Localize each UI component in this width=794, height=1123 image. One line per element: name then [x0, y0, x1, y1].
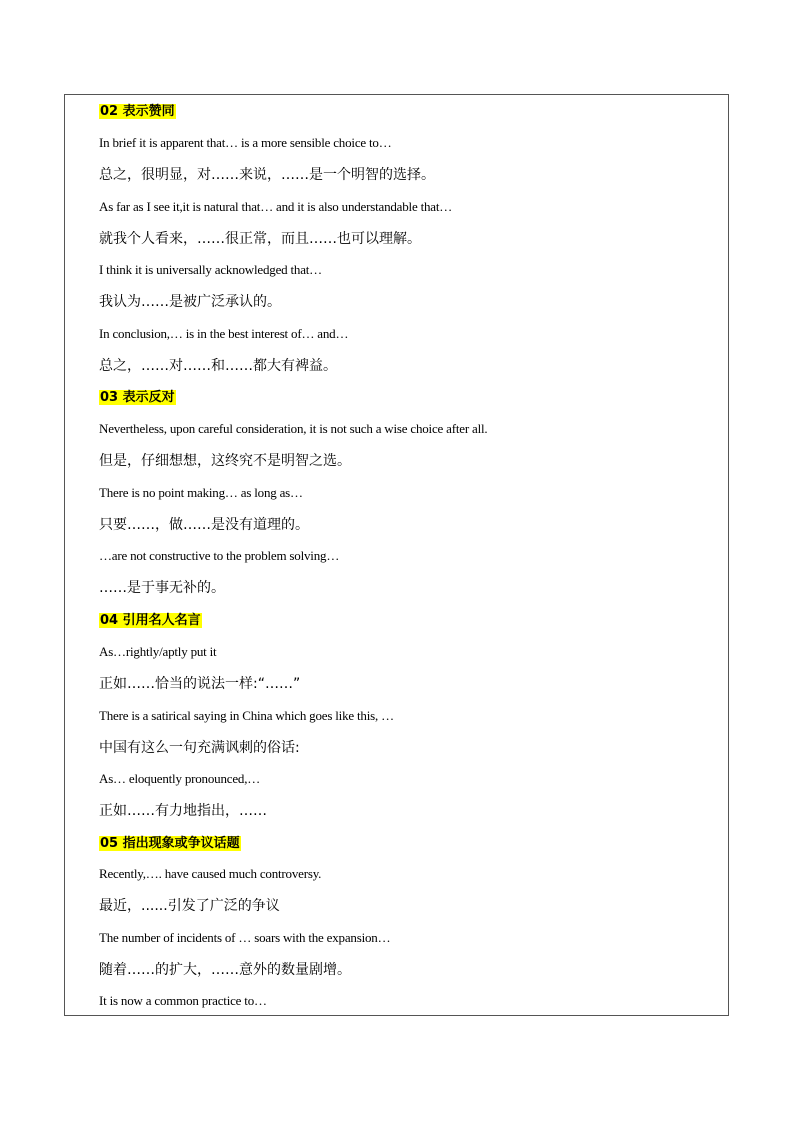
phrase-english: …are not constructive to the problem solving…: [99, 548, 340, 563]
phrase-english: There is a satirical saying in China which goes like this, …: [99, 708, 394, 723]
phrase-chinese: 总之，……对……和……都大有裨益。: [99, 358, 337, 374]
section-heading: 05 指出现象或争议话题: [100, 836, 240, 851]
phrase-chinese: ……是于事无补的。: [99, 580, 225, 596]
phrase-chinese: 只要……，做……是没有道理的。: [99, 517, 309, 533]
phrase-chinese: 但是，仔细想想，这终究不是明智之选。: [99, 453, 351, 469]
phrase-english: In conclusion,… is in the best interest of… and…: [99, 326, 349, 341]
phrase-english: It is now a common practice to…: [99, 993, 267, 1008]
phrase-english: In brief it is apparent that… is a more sensible choice to…: [99, 135, 392, 150]
phrase-chinese: 总之，很明显，对……来说，……是一个明智的选择。: [99, 167, 435, 183]
phrase-chinese: 就我个人看来，……很正常，而且……也可以理解。: [99, 231, 421, 247]
phrase-english: I think it is universally acknowledged that…: [99, 262, 322, 277]
phrase-chinese: 我认为……是被广泛承认的。: [99, 294, 281, 310]
phrase-chinese: 最近，......引发了广泛的争议: [99, 898, 280, 914]
phrase-english: The number of incidents of … soars with the expansion…: [99, 930, 391, 945]
phrase-english: As… eloquently pronounced,…: [99, 771, 261, 786]
phrase-english: Recently,…. have caused much controversy.: [99, 866, 322, 881]
section-heading: 02 表示赞同: [100, 104, 175, 119]
section-heading: 04 引用名人名言: [100, 613, 201, 628]
phrase-english: As…rightly/aptly put it: [99, 644, 217, 659]
phrase-chinese: 中国有这么一句充满讽刺的俗话:: [99, 740, 300, 756]
phrase-english: Nevertheless, upon careful consideration, it is not such a wise choice after all.: [99, 421, 488, 436]
phrase-english: As far as I see it,it is natural that… and it is also understandable that…: [99, 199, 453, 214]
section-heading: 03 表示反对: [100, 390, 175, 405]
phrase-english: There is no point making… as long as…: [99, 485, 303, 500]
phrase-chinese: 随着……的扩大，……意外的数量剧增。: [99, 962, 351, 978]
phrase-chinese: 正如……恰当的说法一样:“……”: [99, 676, 301, 692]
phrase-chinese: 正如……有力地指出，……: [99, 803, 267, 819]
